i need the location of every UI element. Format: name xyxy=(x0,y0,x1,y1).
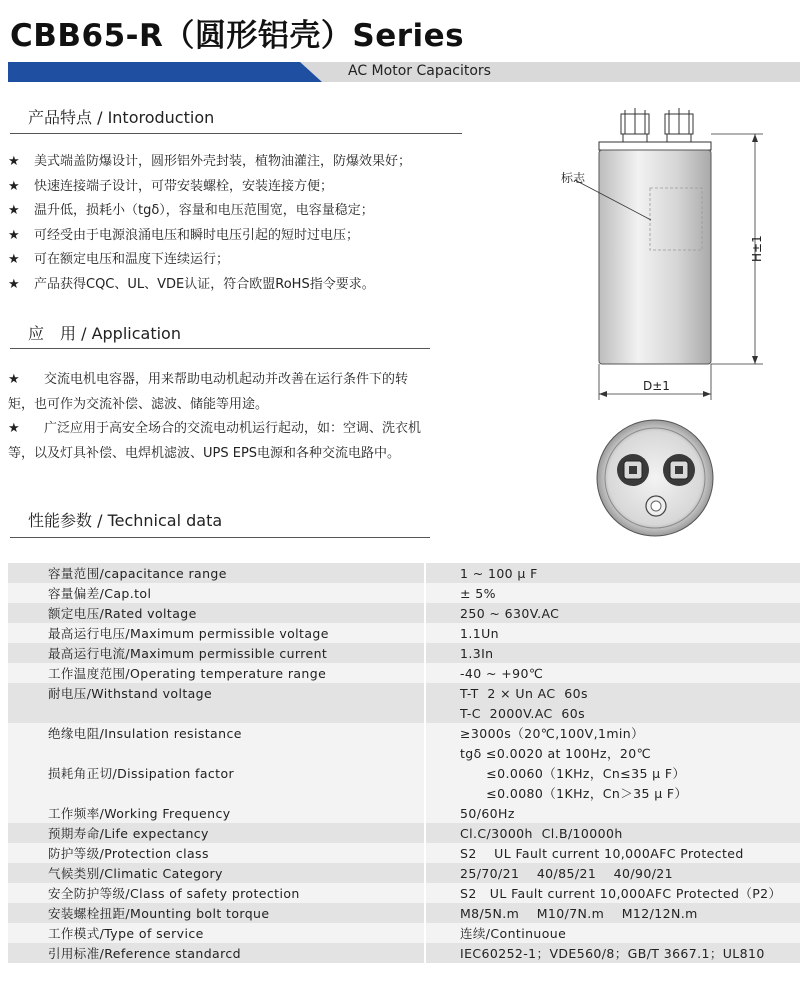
table-row xyxy=(8,743,800,763)
table-row xyxy=(8,943,800,963)
spec-value: 1.3In xyxy=(425,643,800,663)
table-row xyxy=(8,663,800,683)
technical-heading: 性能参数 / Technical data xyxy=(28,511,223,530)
application-list xyxy=(8,368,433,466)
list-item: ★ 产品获得CQC、UL、VDE认证，符合欧盟RoHS指令要求。 xyxy=(8,273,468,298)
application-divider xyxy=(10,348,430,349)
list-item: ★ 可经受由于电源浪涌电压和瞬时电压引起的短时过电压； xyxy=(8,224,468,249)
spec-value: tgδ ≤0.0020 at 100Hz，20℃ xyxy=(425,743,800,763)
spec-value: -40 ~ +90℃ xyxy=(425,663,800,683)
subtitle-text: AC Motor Capacitors xyxy=(348,63,491,79)
table-row xyxy=(8,783,800,803)
table-row xyxy=(8,763,800,783)
spec-value: 1 ~ 100 μ F xyxy=(425,563,800,583)
list-item: ★ 可在额定电压和温度下连续运行； xyxy=(8,248,468,273)
capacitor-body xyxy=(599,150,711,364)
star-icon: ★ xyxy=(8,252,20,268)
height-label: H±1 xyxy=(750,235,764,262)
spec-value: S2 UL Fault current 10,000AFC Protected（P2） xyxy=(425,883,800,903)
table-row xyxy=(8,583,800,603)
table-row xyxy=(8,643,800,663)
spec-key: 引用标准/Reference standarcd xyxy=(8,943,425,963)
list-item: ★ 广泛应用于高安全场合的交流电动机运行起动，如：空调、洗衣机等，以及灯具补偿、电焊机滤波、UPS EPS电源和各种交流电路中。 xyxy=(8,417,433,466)
diameter-label: D±1 xyxy=(643,379,670,393)
table-row xyxy=(8,603,800,623)
star-icon: ★ xyxy=(8,372,20,387)
spec-value: S2 UL Fault current 10,000AFC Protected xyxy=(425,843,800,863)
spec-value: ± 5% xyxy=(425,583,800,603)
spec-value: ≤0.0080（1KHz，Cn＞35 μ F） xyxy=(425,783,800,803)
page-title: CBB65-R（圆形铝壳）Series xyxy=(10,18,465,54)
intro-divider xyxy=(10,133,462,134)
spec-key: 最高运行电流/Maximum permissible current xyxy=(8,643,425,663)
spec-value: ≥3000s（20℃,100V,1min） xyxy=(425,723,800,743)
spec-key: 容量范围/capacitance range xyxy=(8,563,425,583)
spec-value: 25/70/21 40/85/21 40/90/21 xyxy=(425,863,800,883)
spec-key: 最高运行电压/Maximum permissible voltage xyxy=(8,623,425,643)
table-row xyxy=(8,683,800,703)
list-item: ★ 美式端盖防爆设计，圆形铝外壳封装，植物油灌注，防爆效果好； xyxy=(8,150,468,175)
technical-table xyxy=(8,563,800,963)
spec-value: 1.1Un xyxy=(425,623,800,643)
spec-key: 安全防护等级/Class of safety protection xyxy=(8,883,425,903)
table-row xyxy=(8,923,800,943)
table-row xyxy=(8,723,800,743)
list-item: ★ 温升低，损耗小（tgδ），容量和电压范围宽，电容量稳定； xyxy=(8,199,468,224)
spec-value: M8/5N.m M10/7N.m M12/12N.m xyxy=(425,903,800,923)
spec-value: 连续/Continuoue xyxy=(425,923,800,943)
spec-value: 50/60Hz xyxy=(425,803,800,823)
spec-key: 损耗角正切/Dissipation factor xyxy=(8,763,425,783)
spec-key: 工作模式/Type of service xyxy=(8,923,425,943)
top-terminal-right xyxy=(663,454,695,486)
terminal-right xyxy=(665,108,693,142)
star-icon: ★ xyxy=(8,154,20,169)
intro-heading: 产品特点 / Intoroduction xyxy=(28,108,215,127)
table-row xyxy=(8,903,800,923)
spec-key xyxy=(8,743,425,763)
spec-value: Cl.C/3000h Cl.B/10000h xyxy=(425,823,800,843)
spec-value: ≤0.0060（1KHz，Cn≤35 μ F） xyxy=(425,763,800,783)
spec-key: 绝缘电阻/Insulation resistance xyxy=(8,723,425,743)
spec-key: 气候类别/Climatic Category xyxy=(8,863,425,883)
spec-key: 工作温度范围/Operating temperature range xyxy=(8,663,425,683)
spec-value: T-C 2000V.AC 60s xyxy=(425,703,800,723)
table-row xyxy=(8,563,800,583)
list-item: ★ 快速连接端子设计，可带安装螺栓，安装连接方便； xyxy=(8,175,468,200)
spec-key: 安装螺栓扭距/Mounting bolt torque xyxy=(8,903,425,923)
star-icon: ★ xyxy=(8,421,20,436)
spec-key: 容量偏差/Cap.tol xyxy=(8,583,425,603)
star-icon: ★ xyxy=(8,203,20,219)
spec-key: 预期寿命/Life expectancy xyxy=(8,823,425,843)
table-row xyxy=(8,623,800,643)
list-item: ★ 交流电机电容器，用来帮助电动机起动并改善在运行条件下的转矩，也可作为交流补偿、滤波、储能等用途。 xyxy=(8,368,433,417)
capacitor-top-view xyxy=(597,420,713,536)
table-row xyxy=(8,803,800,823)
application-heading: 应 用 / Application xyxy=(28,324,181,343)
intro-list xyxy=(8,150,468,298)
technical-divider xyxy=(10,537,430,538)
spec-key xyxy=(8,703,425,723)
spec-key: 耐电压/Withstand voltage xyxy=(8,683,425,703)
label-mark-text: 标志 xyxy=(561,171,586,185)
table-row xyxy=(8,843,800,863)
table-row xyxy=(8,883,800,903)
capacitor-drawing xyxy=(515,100,795,550)
table-row xyxy=(8,863,800,883)
spec-key xyxy=(8,783,425,803)
capacitor-lid xyxy=(599,142,711,150)
star-icon: ★ xyxy=(8,227,20,243)
table-row xyxy=(8,823,800,843)
star-icon: ★ xyxy=(8,178,20,194)
spec-value: IEC60252-1；VDE560/8；GB/T 3667.1；UL810 xyxy=(425,943,800,963)
spec-key: 工作频率/Working Frequency xyxy=(8,803,425,823)
star-icon: ★ xyxy=(8,276,20,292)
spec-key: 额定电压/Rated voltage xyxy=(8,603,425,623)
spec-value: T-T 2 × Un AC 60s xyxy=(425,683,800,703)
spec-value: 250 ~ 630V.AC xyxy=(425,603,800,623)
table-row xyxy=(8,703,800,723)
subtitle-band xyxy=(0,62,800,82)
spec-key: 防护等级/Protection class xyxy=(8,843,425,863)
top-terminal-left xyxy=(617,454,649,486)
terminal-left xyxy=(621,108,649,142)
